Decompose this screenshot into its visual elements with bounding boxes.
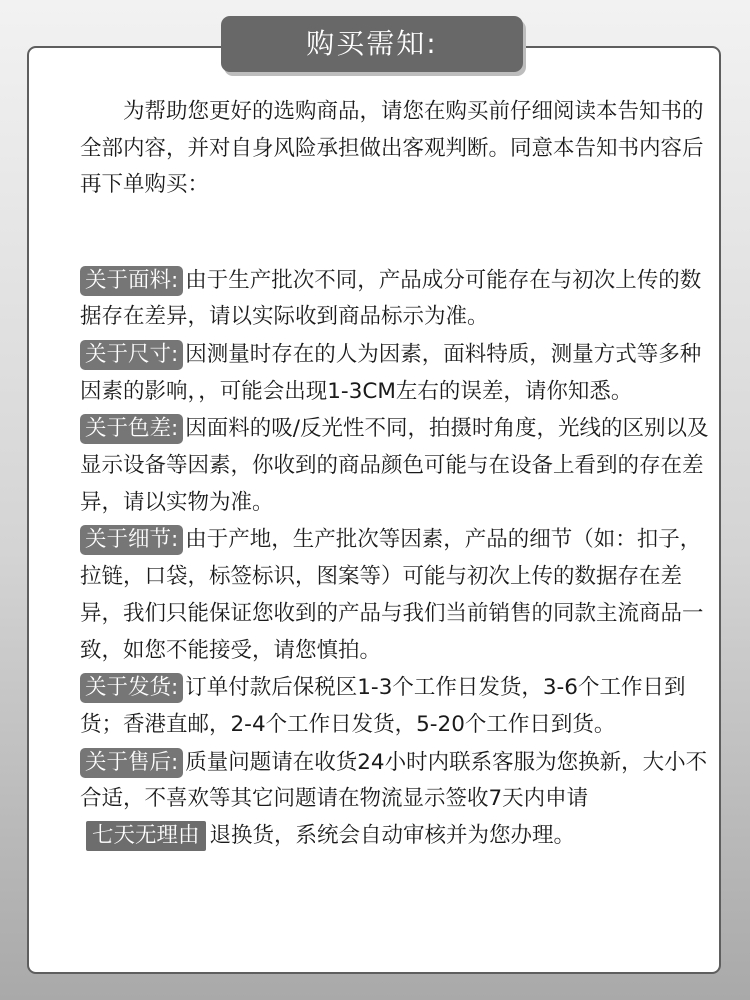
intro-paragraph: 为帮助您更好的选购商品，请您在购买前仔细阅读本告知书的全部内容，并对自身风险承担做出客观判断。同意本告知书内容后再下单购买：	[80, 99, 704, 197]
section-after-sales	[80, 745, 712, 855]
section-tag-fabric: 关于面料:	[80, 266, 183, 296]
section-text-size: 因测量时存在的人为因素，面料特质，测量方式等多种因素的影响，，可能会出现1-3CM左右的误差，请你知悉。	[80, 341, 702, 404]
section-shipping	[80, 670, 712, 743]
section-tag-details: 关于细节:	[80, 525, 183, 555]
section-text-shipping: 订单付款后保税区1-3个工作日发货，3-6个工作日到货；香港直邮，2-4个工作日发货，5-20个工作日到货。	[80, 675, 686, 737]
section-tag-size: 关于尺寸:	[80, 340, 183, 370]
section-text-fabric: 由于生产批次不同，产品成分可能存在与初次上传的数据存在差异，请以实际收到商品标示为准。	[80, 267, 702, 330]
section-size	[80, 337, 712, 410]
notice-title: 购买需知:	[221, 16, 523, 72]
notice-sections	[80, 263, 712, 855]
section-tag-shipping: 关于发货:	[80, 673, 183, 703]
section-tag-color: 关于色差:	[80, 414, 183, 444]
section-tag-after-sales: 关于售后:	[80, 748, 183, 778]
section-text-after-sales-1: 质量问题请在收货24小时内联系客服为您换新，大小不合适，不喜欢等其它问题请在物流显示签收7天内申请	[80, 749, 708, 812]
section-text-details: 由于产地，生产批次等因素，产品的细节（如：扣子，拉链，口袋，标签标识，图案等）可能与初次上传的数据存在差异，我们只能保证您收到的产品与我们当前销售的同款主流商品一致，如您不能接受，请您慎拍。	[80, 527, 704, 663]
notice-content	[80, 94, 712, 856]
section-text-after-sales-2: 退换货，系统会自动审核并为您办理。	[209, 823, 576, 849]
section-details	[80, 522, 712, 669]
section-fabric	[80, 263, 712, 336]
section-text-color: 因面料的吸/反光性不同，拍摄时角度，光线的区别以及显示设备等因素，你收到的商品颜色可能与在设备上看到的存在差异，请以实物为准。	[80, 416, 709, 515]
section-color	[80, 411, 712, 521]
seven-day-return-badge: 七天无理由	[86, 821, 206, 851]
